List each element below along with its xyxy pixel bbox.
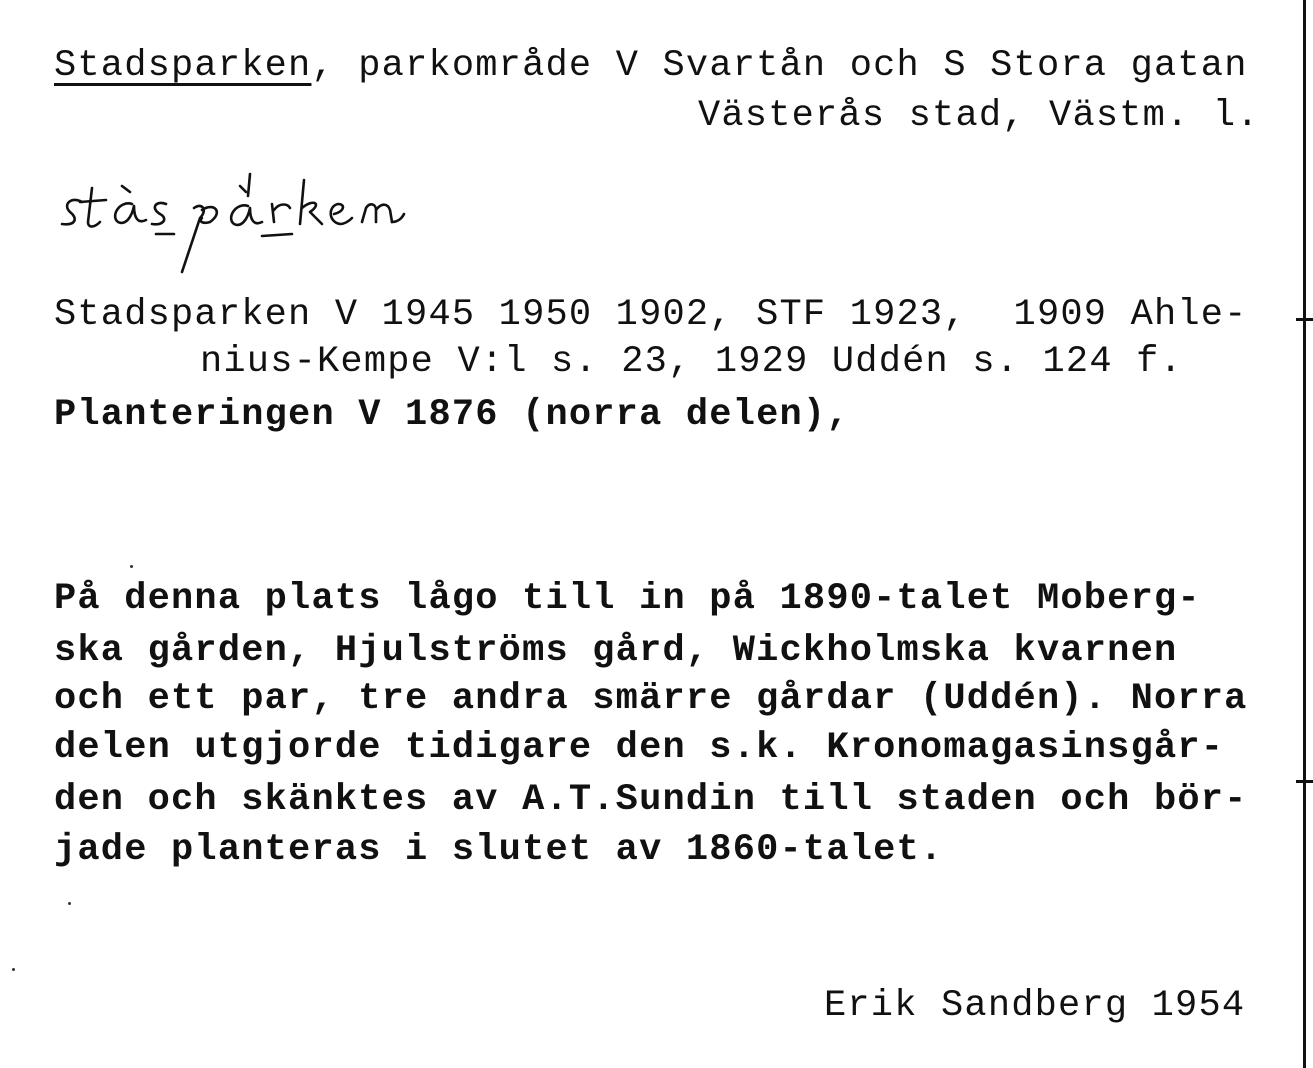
card-right-edge: [1303, 0, 1306, 1068]
card-location: Västerås stad, Västm. l.: [698, 95, 1260, 137]
description-line: den och skänktes av A.T.Sundin till staden och bör-: [54, 779, 1248, 821]
edge-tick: [1296, 318, 1313, 321]
card-heading: [54, 45, 1248, 87]
sources-line-1: Stadsparken V 1945 1950 1902, STF 1923, 1909 Ahle-: [54, 294, 1248, 336]
description-line: och ett par, tre andra smärre gårdar (Uddén). Norra: [54, 678, 1248, 720]
description-line: ska gården, Hjulströms gård, Wickholmska kvarnen: [54, 630, 1178, 672]
sources-line-3: Planteringen V 1876 (norra delen),: [54, 394, 850, 436]
handwritten-note: [52, 160, 552, 280]
scan-speck: [68, 902, 71, 905]
scan-speck: [12, 968, 15, 971]
place-description: , parkområde V Svartån och S Stora gatan: [311, 45, 1248, 87]
place-name: Stadsparken: [54, 45, 312, 87]
sources-line-2: nius-Kempe V:l s. 23, 1929 Uddén s. 124 f.: [200, 341, 1183, 383]
edge-tick: [1296, 780, 1313, 783]
description-line: jade planteras i slutet av 1860-talet.: [54, 829, 944, 871]
signature: Erik Sandberg 1954: [824, 985, 1246, 1027]
description-line: På denna plats lågo till in på 1890-talet Moberg-: [54, 578, 1201, 620]
scan-speck: [130, 565, 133, 568]
description-line: delen utgjorde tidigare den s.k. Kronomagasinsgår-: [54, 727, 1225, 769]
